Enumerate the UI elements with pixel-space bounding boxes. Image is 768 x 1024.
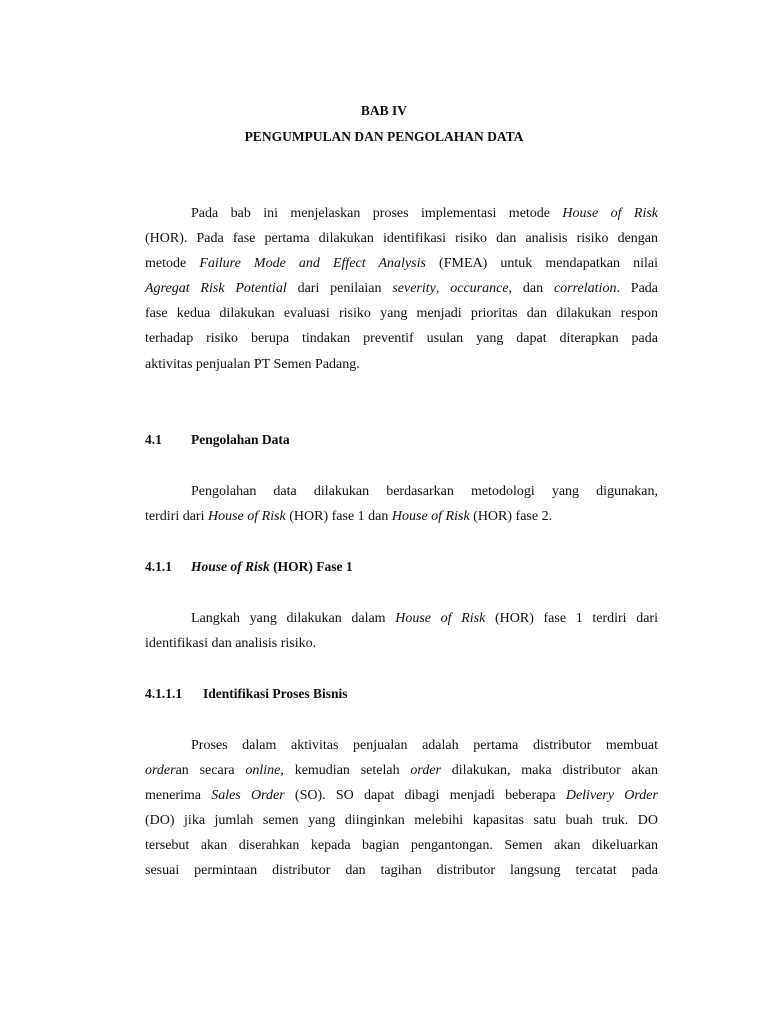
paragraph-line: Pengolahan data dilakukan berdasarkan metodologi yang digunakan, <box>191 484 658 499</box>
paragraph-line: Agregat Risk Potential dari penilaian severity, occurance, dan correlation. Pada <box>145 281 659 296</box>
paragraph-line: Langkah yang dilakukan dalam House of Risk (HOR) fase 1 terdiri dari <box>191 611 658 626</box>
paragraph-line: (HOR). Pada fase pertama dilakukan identifikasi risiko dan analisis risiko dengan <box>145 231 658 246</box>
paragraph-line: metode Failure Mode and Effect Analysis (FMEA) untuk mendapatkan nilai <box>145 256 659 271</box>
paragraph-line: orderan secara online, kemudian setelah order dilakukan, maka distributor akan <box>145 763 658 778</box>
chapter-number: BAB IV <box>360 103 408 118</box>
subsubsection-number: 4.1.1.1 <box>145 686 183 701</box>
paragraph-line: terhadap risiko berupa tindakan preventif usulan yang dapat diterapkan pada <box>145 331 658 346</box>
paragraph-line: sesuai permintaan distributor dan tagihan distributor langsung tercatat pada <box>145 863 658 878</box>
paragraph-line: Pada bab ini menjelaskan proses implementasi metode House of Risk <box>191 206 658 221</box>
chapter-title: PENGUMPULAN DAN PENGOLAHAN DATA <box>244 129 524 144</box>
subsection-title: House of Risk (HOR) Fase 1 <box>191 559 353 574</box>
section-number: 4.1 <box>145 432 162 447</box>
paragraph-line: fase kedua dilakukan evaluasi risiko yang menjadi prioritas dan dilakukan respon <box>145 306 658 321</box>
paragraph-line: (DO) jika jumlah semen yang diinginkan melebihi kapasitas satu buah truk. DO <box>145 813 658 828</box>
paragraph-line: identifikasi dan analisis risiko. <box>145 636 317 651</box>
paragraph-line: tersebut akan diserahkan kepada bagian pengantongan. Semen akan dikeluarkan <box>145 838 658 853</box>
subsubsection-title: Identifikasi Proses Bisnis <box>203 686 348 701</box>
paragraph-line: terdiri dari House of Risk (HOR) fase 1 dan House of Risk (HOR) fase 2. <box>145 509 553 524</box>
subsection-number: 4.1.1 <box>145 559 172 574</box>
section-title: Pengolahan Data <box>191 432 290 447</box>
paragraph-line: menerima Sales Order (SO). SO dapat dibagi menjadi beberapa Delivery Order <box>145 788 658 803</box>
paragraph-line: Proses dalam aktivitas penjualan adalah pertama distributor membuat <box>191 738 658 753</box>
paragraph-line: aktivitas penjualan PT Semen Padang. <box>145 357 360 372</box>
